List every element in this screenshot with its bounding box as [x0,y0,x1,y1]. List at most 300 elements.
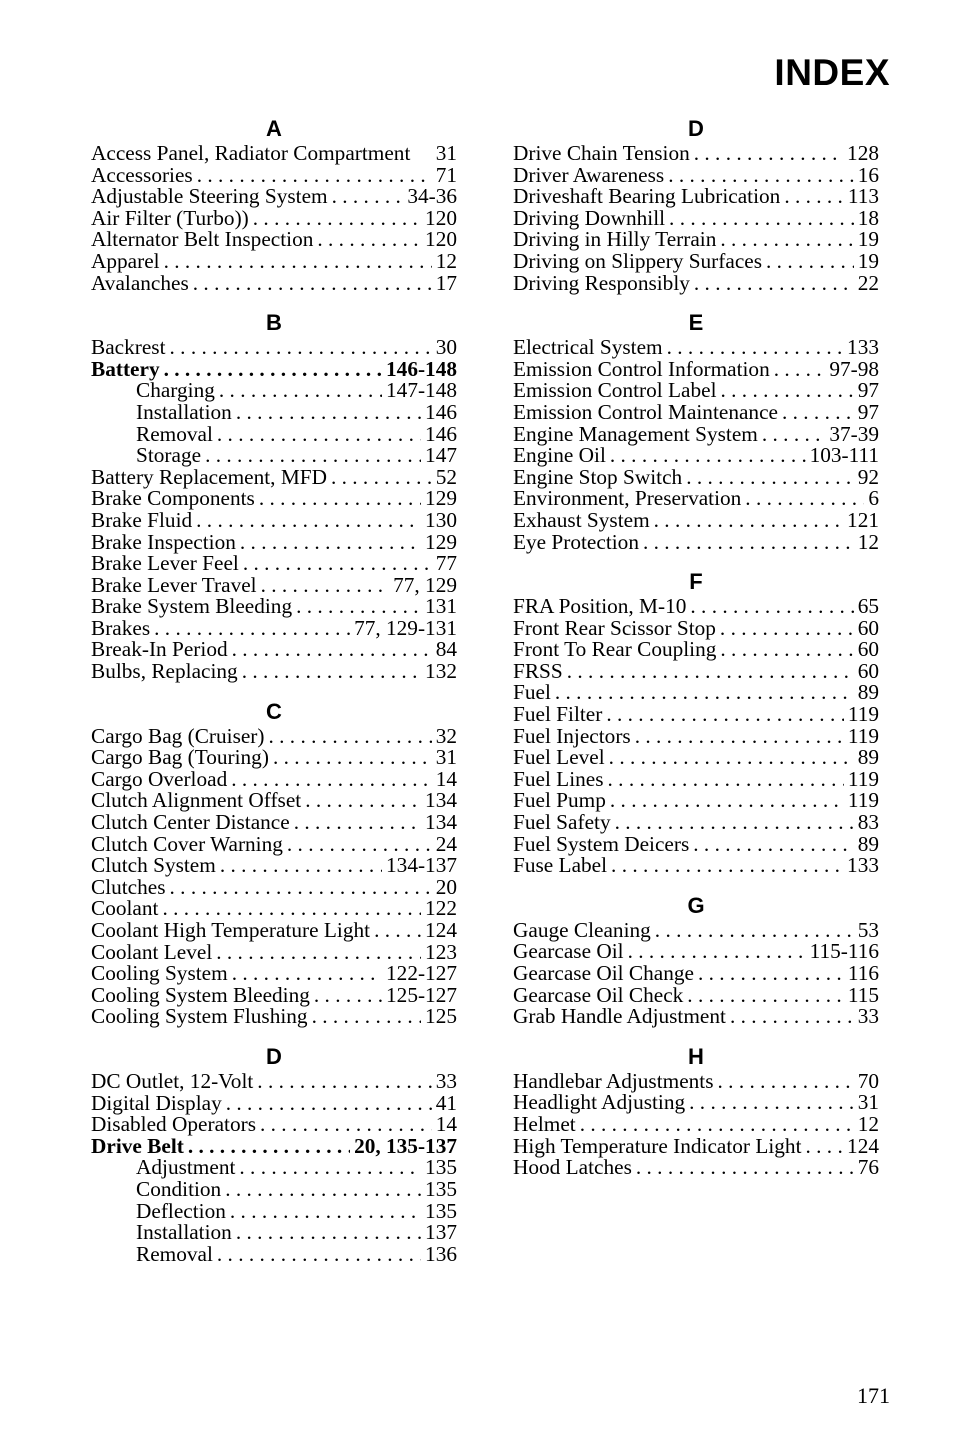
entry-term: Installation [136,399,232,424]
index-entry [513,337,879,359]
index-entry [513,747,879,769]
index-section-a [91,115,457,294]
index-entry [513,356,879,381]
entry-term: Condition [136,1176,222,1201]
entry-term: Coolant [91,896,159,921]
entry-term: Engine Management System [513,421,758,446]
dot-leader [294,812,421,834]
entry-term: Clutches [91,874,166,899]
index-entry [91,186,457,208]
dot-leader [636,1157,854,1179]
entry-pages: 135 [425,1198,457,1223]
dot-leader [606,704,844,726]
entry-pages: 17 [435,270,457,295]
entry-pages: 129 [425,486,457,511]
dot-leader [231,769,431,791]
dot-leader [694,143,843,165]
entry-pages: 70 [857,1068,879,1093]
index-entry [91,488,457,510]
entry-term: Brake Fluid [91,507,193,532]
dot-leader [226,1093,432,1115]
entry-term: Brake Inspection [91,529,236,554]
entry-term: Brake Components [91,486,255,511]
entry-pages: 77, 129 [393,572,457,597]
index-entry [91,162,457,187]
index-subentry [91,1222,457,1244]
dot-leader [239,1157,421,1179]
entry-term: Cargo Overload [91,766,228,791]
entry-term: Fuel Injectors [513,723,631,748]
dot-leader [655,920,854,942]
dot-leader [643,532,854,554]
index-entry [513,529,879,554]
index-entry [91,337,457,359]
dot-leader [555,682,854,704]
entry-pages: 115 [847,982,879,1007]
entry-pages: 92 [857,464,879,489]
entry-term: Adjustable Steering System [91,184,328,209]
entry-term: Gearcase Oil Check [513,982,684,1007]
index-entry [91,963,457,985]
entry-term: Removal [136,1241,213,1266]
index-entry [513,1111,879,1136]
entry-term: Fuse Label [513,853,608,878]
dot-leader [332,186,404,208]
index-entry [91,766,457,791]
entry-term: Electrical System [513,335,663,360]
dot-leader [635,726,844,748]
index-entry [91,831,457,856]
entry-term: Alternator Belt Inspection [91,227,314,252]
index-entry [513,812,879,834]
dot-leader [236,402,421,424]
index-entry [513,162,879,187]
entry-term: Drive Belt [91,1133,184,1158]
index-entry [91,270,457,295]
entry-pages: 97-98 [829,356,879,381]
entry-pages: 33 [435,1068,457,1093]
entry-term: Hood Latches [513,1155,632,1180]
dot-leader [806,1136,844,1158]
entry-term: Gearcase Oil [513,939,624,964]
entry-pages: 20 [435,874,457,899]
dot-leader [730,1006,854,1028]
index-entry [91,982,457,1007]
entry-term: Emission Control Label [513,378,717,403]
section-letter: C [266,698,282,724]
entry-term: Driving Responsibly [513,270,690,295]
entry-term: Storage [136,443,202,468]
entry-term: High Temperature Indicator Light [513,1133,802,1158]
dot-leader [693,834,853,856]
entry-pages: 123 [425,939,457,964]
index-entry [91,596,457,618]
index-entry [91,248,457,273]
index-entry [513,658,879,683]
dot-leader [580,1114,854,1136]
entry-term: Air Filter (Turbo)) [91,205,249,230]
entry-pages: 125-127 [386,982,457,1007]
dot-leader [609,747,854,769]
index-section-e [513,309,879,553]
dot-leader [766,251,854,273]
index-entry [513,1092,879,1114]
dot-leader [273,747,432,769]
entry-term: Backrest [91,335,166,360]
entry-term: Adjustment [136,1155,236,1180]
dot-leader [698,963,844,985]
index-entry [513,380,879,402]
section-letter: D [266,1043,282,1069]
entry-pages: 130 [425,507,457,532]
entry-pages: 65 [857,594,879,619]
entry-pages: 6 [868,486,879,511]
entry-pages: 83 [857,810,879,835]
entry-pages: 30 [435,335,457,360]
dot-leader [314,985,382,1007]
entry-pages: 103-111 [809,443,879,468]
entry-pages: 134 [425,810,457,835]
index-entry [91,143,457,165]
entry-term: Clutch System [91,853,216,878]
entry-term: Cooling System [91,961,228,986]
entry-pages: 146 [425,421,457,446]
index-entry [513,1068,879,1093]
dot-leader [615,812,854,834]
index-entry [91,615,457,640]
entry-pages: 124 [425,918,457,942]
index-entry [513,917,879,942]
index-entry [91,1090,457,1115]
entry-pages: 12 [857,1111,879,1136]
index-entry [513,1157,879,1179]
index-entry [513,488,879,510]
index-column-right [513,112,879,1194]
entry-pages: 122-127 [386,961,457,986]
entry-pages: 14 [435,766,457,791]
section-letter: G [687,892,705,918]
entry-term: Driveshaft Bearing Lubrication [513,184,781,209]
index-entry [513,186,879,208]
index-entry [91,553,457,575]
dot-leader [331,467,432,489]
index-entry [91,898,457,920]
index-entry [513,399,879,424]
entry-term: Fuel Pump [513,788,606,813]
index-entry [513,615,879,640]
index-entry [91,855,457,877]
entry-term: Gauge Cleaning [513,917,651,942]
entry-term: Driving Downhill [513,205,666,230]
index-entry [91,812,457,834]
dot-leader [305,790,421,812]
dot-leader [720,229,853,251]
entry-pages: 31 [435,141,457,165]
index-column-left [91,112,457,1280]
dot-leader [242,661,421,683]
entry-term: Exhaust System [513,507,650,532]
entry-pages: 60 [857,637,879,662]
index-entry [513,205,879,230]
dot-leader [608,769,844,791]
section-letter: A [266,116,282,141]
dot-leader [668,165,853,187]
index-subentry [91,1198,457,1223]
dot-leader [312,1006,421,1028]
entry-pages: 116 [847,961,879,985]
entry-pages: 119 [847,788,879,813]
entry-term: Coolant Level [91,939,213,964]
dot-leader [669,208,854,230]
index-entry [91,939,457,964]
entry-pages: 115-116 [809,939,879,964]
index-subentry [91,1241,457,1266]
entry-pages: 119 [847,766,879,791]
entry-term: Driving on Slippery Surfaces [513,248,763,273]
entry-term: Fuel Lines [513,766,604,791]
index-entry [513,639,879,661]
entry-pages: 77, 129-131 [354,615,457,640]
section-letter: H [688,1043,704,1069]
dot-leader [611,855,843,877]
dot-leader [170,337,432,359]
dot-leader [236,1222,421,1244]
index-subentry [91,380,457,402]
index-entry [513,1006,879,1028]
entry-pages: 113 [847,184,879,209]
page-number: 171 [857,1383,890,1408]
dot-leader [188,1136,350,1158]
entry-pages: 14 [435,1112,457,1137]
entry-term: Cooling System Flushing [91,1004,308,1029]
index-entry [513,790,879,812]
entry-term: Digital Display [91,1090,222,1115]
entry-pages: 41 [435,1090,457,1115]
index-entry [513,982,879,1007]
entry-term: Cargo Bag (Cruiser) [91,723,265,748]
dot-leader [374,920,421,942]
entry-term: Avalanches [91,270,189,295]
entry-pages: 97 [857,399,879,424]
entry-term: Apparel [91,248,160,273]
entry-pages: 135 [425,1176,457,1201]
entry-pages: 18 [857,205,879,230]
index-entry [91,529,457,554]
entry-pages: 120 [425,205,457,230]
dot-leader [721,380,854,402]
entry-term: Driving in Hilly Terrain [513,227,717,252]
dot-leader [164,251,432,273]
section-letter: B [266,310,282,336]
index-entry [91,639,457,661]
entry-pages: 22 [857,270,879,295]
index-section-h [513,1043,879,1179]
entry-pages: 32 [435,723,457,748]
dot-leader [253,208,421,230]
entry-term: FRA Position, M-10 [513,594,687,619]
index-entry [91,874,457,899]
entry-term: Engine Oil [513,443,606,468]
index-subentry [91,1157,457,1179]
index-entry [91,1133,457,1158]
dot-leader [610,790,844,812]
entry-term: Disabled Operators [91,1112,256,1137]
entry-term: Battery Replacement, MFD [91,464,327,489]
index-entry [91,790,457,812]
dot-leader [567,661,854,683]
dot-leader [196,510,421,532]
dot-leader [720,618,854,640]
dot-leader [259,488,421,510]
entry-pages: 60 [857,615,879,640]
dot-leader [232,963,382,985]
entry-term: Break-In Period [91,637,228,662]
entry-pages: 89 [857,745,879,770]
entry-pages: 12 [435,248,457,273]
page-title: INDEX [774,52,890,93]
dot-leader [296,596,421,618]
entry-pages: 119 [847,702,879,727]
index-entry [513,963,879,985]
index-entry [513,941,879,963]
entry-term: Emission Control Information [513,356,770,381]
dot-leader [193,273,432,295]
index-section-g [513,892,879,1028]
dot-leader [774,359,826,381]
entry-pages: 20, 135-137 [354,1133,457,1158]
entry-pages: 137 [425,1220,457,1245]
dot-leader [220,855,382,877]
dot-leader [170,877,432,899]
entry-term: Engine Stop Switch [513,464,683,489]
entry-pages: 133 [847,335,879,360]
dot-leader [686,467,854,489]
dot-leader [690,596,853,618]
index-entry [513,143,879,165]
dot-leader [260,1114,432,1136]
entry-pages: 19 [857,227,879,252]
entry-pages: 120 [425,227,457,252]
dot-leader [243,553,432,575]
entry-pages: 52 [435,464,457,489]
index-subentry [91,421,457,446]
index-entry [513,421,879,446]
index-entry [91,229,457,251]
index-entry [513,445,879,467]
index-entry [91,205,457,230]
dot-leader [197,165,432,187]
index-entry [513,855,879,877]
index-entry [91,356,457,381]
entry-pages: 19 [857,248,879,273]
index-entry [513,596,879,618]
index-entry [513,704,879,726]
dot-leader [240,532,421,554]
section-letter: E [688,310,704,336]
dot-leader [610,445,806,467]
entry-term: Brake Lever Travel [91,572,257,597]
entry-term: Clutch Center Distance [91,810,290,835]
index-entry [91,464,457,489]
index-entry [91,572,457,597]
entry-term: Handlebar Adjustments [513,1068,714,1093]
index-section-f [513,568,879,877]
entry-term: Front Rear Scissor Stop [513,615,716,640]
entry-term: Charging [136,378,215,403]
dot-leader [154,618,350,640]
entry-term: Clutch Alignment Offset [91,788,302,813]
entry-pages: 71 [435,162,457,187]
entry-term: Grab Handle Adjustment [513,1004,726,1029]
index-entry [91,1114,457,1136]
index-entry [91,661,457,683]
dot-leader [784,186,844,208]
entry-pages: 37-39 [829,421,879,446]
dot-leader [628,941,806,963]
entry-pages: 84 [435,637,457,662]
entry-pages: 132 [425,659,457,684]
section-letter: D [688,116,704,141]
section-letter: F [689,569,703,595]
entry-pages: 136 [425,1241,457,1266]
entry-pages: 89 [857,680,879,705]
dot-leader [257,1071,431,1093]
entry-term: Installation [136,1220,232,1245]
entry-pages: 124 [847,1133,879,1158]
dot-leader [217,1244,421,1266]
dot-leader [287,834,432,856]
entry-term: Bulbs, Replacing [91,659,238,684]
entry-term: DC Outlet, 12-Volt [91,1068,254,1093]
dot-leader [745,488,864,510]
dot-leader [667,337,843,359]
entry-term: Cargo Bag (Touring) [91,745,269,770]
entry-pages: 76 [857,1155,879,1180]
entry-term: Driver Awareness [513,162,665,187]
entry-pages: 125 [425,1004,457,1029]
dot-leader [782,402,854,424]
dot-leader [232,639,432,661]
entry-pages: 129 [425,529,457,554]
entry-term: Removal [136,421,213,446]
entry-pages: 146 [425,399,457,424]
dot-leader [216,942,421,964]
index-entry [513,723,879,748]
entry-term: Fuel System Deicers [513,831,690,856]
dot-leader [219,380,382,402]
entry-term: Fuel Safety [513,810,611,835]
index-entry [91,507,457,532]
entry-term: Coolant High Temperature Light [91,918,371,942]
entry-pages: 24 [435,831,457,856]
entry-term: Environment, Preservation [513,486,742,511]
index-entry [513,1133,879,1158]
entry-pages: 119 [847,723,879,748]
entry-term: Accessories [91,162,193,187]
index-section-d [91,1043,457,1265]
dot-leader [217,424,421,446]
index-entry [91,1006,457,1028]
entry-term: Drive Chain Tension [513,141,690,165]
entry-pages: 131 [425,594,457,619]
entry-pages: 89 [857,831,879,856]
index-entry [513,270,879,295]
index-entry [91,1068,457,1093]
dot-leader [162,898,421,920]
entry-pages: 53 [857,917,879,942]
dot-leader [762,424,825,446]
entry-term: Fuel [513,680,551,705]
